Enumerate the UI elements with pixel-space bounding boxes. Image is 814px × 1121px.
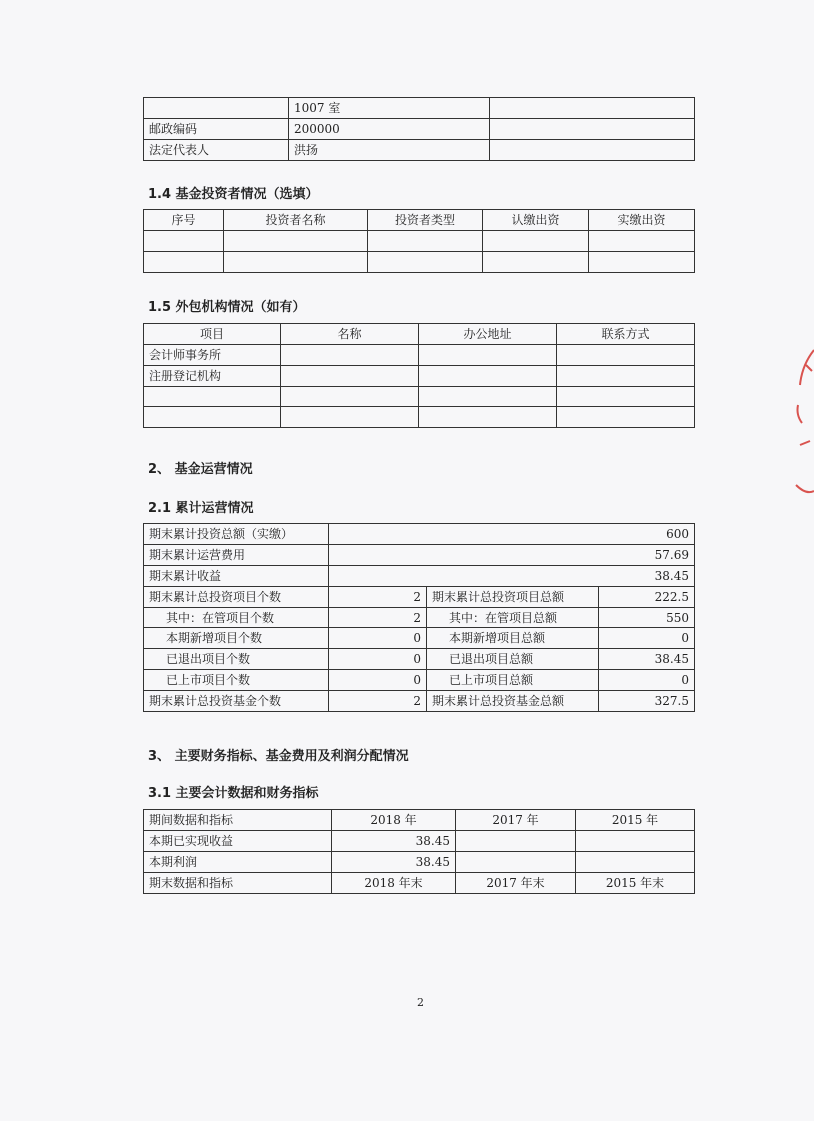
column-header: 2017 年 [456,810,576,831]
table-cell [576,831,695,852]
page-number: 2 [417,996,424,1009]
table-row [144,252,695,273]
address-table [143,97,695,161]
table-cell: 期末数据和指标 [144,873,332,894]
table-cell: 已退出项目个数 [144,649,329,670]
column-header: 联系方式 [557,324,695,345]
table-cell: 法定代表人 [144,140,289,161]
table-row [144,119,695,140]
table-row [144,345,695,366]
section-heading: 1.4 基金投资者情况（选填） [148,187,319,202]
table-cell: 2 [329,587,427,608]
table-cell: 0 [599,670,695,691]
table-cell: 550 [599,608,695,628]
table-row [144,231,695,252]
table-row [144,140,695,161]
table-cell: 38.45 [599,649,695,670]
table-cell: 200000 [289,119,490,140]
table-cell [456,852,576,873]
table-cell [144,98,289,119]
table-header-row [144,210,695,231]
table-row [144,873,695,894]
table-row [144,649,695,670]
table-row [144,98,695,119]
column-header: 期间数据和指标 [144,810,332,831]
table-cell: 2018 年末 [332,873,456,894]
table-row [144,831,695,852]
investor-table [143,209,695,273]
table-header-row [144,324,695,345]
section-heading: 2、 基金运营情况 [148,462,253,477]
table-cell: 2 [329,691,427,712]
table-cell: 本期新增项目个数 [144,628,329,649]
section-heading: 3.1 主要会计数据和财务指标 [148,786,319,801]
table-row [144,387,695,407]
operation-table [143,523,695,712]
table-cell: 期末累计收益 [144,566,329,587]
table-cell: 57.69 [329,545,695,566]
red-seal-fragment [792,345,814,495]
table-cell: 会计师事务所 [144,345,281,366]
table-row [144,407,695,428]
table-cell: 222.5 [599,587,695,608]
table-row [144,670,695,691]
table-cell: 邮政编码 [144,119,289,140]
table-cell: 期末累计运营费用 [144,545,329,566]
column-header: 投资者类型 [368,210,483,231]
table-row [144,691,695,712]
column-header: 实缴出资 [589,210,695,231]
column-header: 2015 年 [576,810,695,831]
table-row [144,545,695,566]
table-cell: 已上市项目个数 [144,670,329,691]
table-cell [490,140,695,161]
table-cell: 注册登记机构 [144,366,281,387]
column-header: 办公地址 [419,324,557,345]
table-cell: 2 [329,608,427,628]
table-cell [490,98,695,119]
table-cell [490,119,695,140]
section-heading: 2.1 累计运营情况 [148,501,254,516]
table-cell: 0 [329,628,427,649]
table-row [144,366,695,387]
table-cell: 其中：在管项目总额 [427,608,599,628]
table-cell: 38.45 [329,566,695,587]
column-header: 认缴出资 [483,210,589,231]
table-header-row [144,810,695,831]
column-header: 项目 [144,324,281,345]
table-row [144,608,695,628]
table-row [144,628,695,649]
financial-table [143,809,695,894]
table-cell: 本期新增项目总额 [427,628,599,649]
table-row [144,587,695,608]
table-cell: 2015 年末 [576,873,695,894]
table-cell: 600 [329,524,695,545]
outsourcing-table [143,323,695,428]
column-header: 序号 [144,210,224,231]
table-cell: 期末累计总投资项目个数 [144,587,329,608]
table-cell [144,387,281,407]
table-cell [144,407,281,428]
table-row [144,524,695,545]
table-cell: 期末累计总投资基金总额 [427,691,599,712]
table-cell: 0 [599,628,695,649]
column-header: 名称 [281,324,419,345]
table-cell: 已上市项目总额 [427,670,599,691]
section-heading: 3、 主要财务指标、基金费用及利润分配情况 [148,749,409,764]
table-cell: 已退出项目总额 [427,649,599,670]
table-cell: 期末累计总投资项目总额 [427,587,599,608]
table-cell: 期末累计投资总额（实缴） [144,524,329,545]
column-header: 2018 年 [332,810,456,831]
table-cell: 327.5 [599,691,695,712]
table-cell: 0 [329,649,427,670]
table-cell: 38.45 [332,852,456,873]
table-cell: 期末累计总投资基金个数 [144,691,329,712]
table-cell: 其中：在管项目个数 [144,608,329,628]
table-cell: 本期已实现收益 [144,831,332,852]
column-header: 投资者名称 [224,210,368,231]
table-cell: 2017 年末 [456,873,576,894]
table-row [144,566,695,587]
table-cell [576,852,695,873]
table-row [144,852,695,873]
table-cell: 洪扬 [289,140,490,161]
section-heading: 1.5 外包机构情况（如有） [148,300,306,315]
table-cell: 1007 室 [289,98,490,119]
table-cell [456,831,576,852]
table-cell: 0 [329,670,427,691]
table-cell: 本期利润 [144,852,332,873]
table-cell: 38.45 [332,831,456,852]
